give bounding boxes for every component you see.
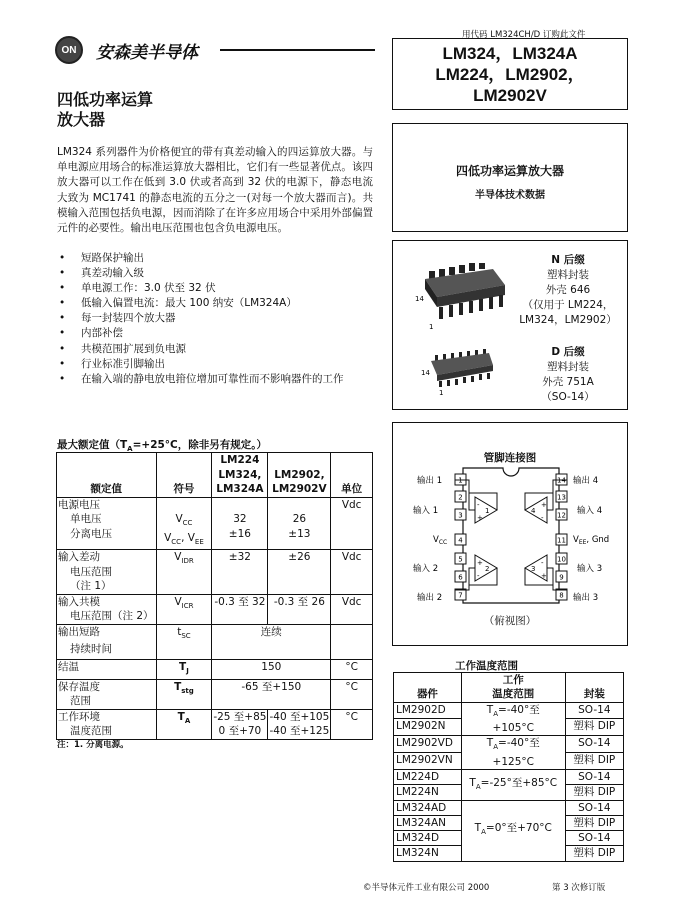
amp1-minus: - xyxy=(477,501,480,509)
amp2-number: 2 xyxy=(485,565,490,573)
pin-label-in2: 输入 2 xyxy=(413,564,439,574)
table-row: LM2902VN 塑料 DIP xyxy=(394,753,624,770)
pin-label-out3: 输出 3 xyxy=(573,593,599,603)
table-row: LM2902D $T_A=-40^\circ$至 +105°C SO-14 xyxy=(394,702,624,719)
pin-diagram xyxy=(393,463,627,613)
amp3-number: 3 xyxy=(531,565,536,573)
feature-list xyxy=(57,251,377,387)
table-row: 保存温度 范围 $T_{stg}$ -65 至+150 °C xyxy=(57,679,373,709)
max-ratings-title: 最大额定值（$T_A=+25^\circ C$，除非另有规定。） xyxy=(57,439,268,454)
table-row: LM324AN 塑料 DIP xyxy=(394,815,624,830)
dip-pin1-label: 1 xyxy=(429,323,434,331)
intro-paragraph: LM324 系列器件为价格便宜的带有真差动输入的四运算放大器。与单电源应用场合的标准运算放大器相比，它们有一些显著优点。该四放大器可以工作在低到 3.0 伏或者高到 32 伏的电源下，静态电流大致为 MC1741 的静态电流的五分之一(对每一个放大器而言)。共模输入范围包括负电源，因而消除了在许多应用场合中采用外部偏置元件的必要性。输出电压范围也包含负电源电压。 xyxy=(57,146,373,235)
feature-item: • 共模范围扩展到负电源 xyxy=(57,342,377,357)
feature-item: • 真差动输入级 xyxy=(57,266,377,281)
revision: 第 3 次修订版 xyxy=(552,883,606,893)
amp1-plus: + xyxy=(477,514,483,522)
left-pin-number: 6 xyxy=(458,573,463,582)
right-pin-number: 10 xyxy=(557,555,566,564)
soic-pin1-label: 1 xyxy=(439,389,444,397)
col-header-package: 封装 xyxy=(565,673,623,703)
description-title: 四低功率运算放大器 xyxy=(455,164,564,178)
part-number-line: LM324，LM324A xyxy=(442,44,578,63)
right-pin-number: 12 xyxy=(557,511,566,520)
package-box xyxy=(392,240,628,410)
right-pin-number: 14 xyxy=(557,476,566,485)
top-view-label: （俯视图） xyxy=(483,615,537,627)
feature-item: • 低输入偏置电流：最大 100 纳安（LM324A） xyxy=(57,296,377,311)
op-temp-table xyxy=(393,672,624,862)
part-number-line: LM224，LM2902， xyxy=(435,65,585,84)
amp3-plus: + xyxy=(541,572,547,580)
table-note: 注：1. 分离电源。 xyxy=(57,740,129,750)
table-row: LM224D $T_A=-25^\circ$至+85°C SO-14 xyxy=(394,769,624,784)
pin-label-out2: 输出 2 xyxy=(417,593,443,603)
soic-package-icon xyxy=(421,349,501,397)
table-row: 电源电压 单电压 分离电压 $V_{CC}$ $V_{CC}$, $V_{EE}$ 32 ±16 26 ±13 Vdc xyxy=(57,497,373,550)
pin-diagram-title: 管脚连接图 xyxy=(483,452,537,464)
op-temp-title: 工作温度范围 xyxy=(455,660,518,672)
left-pin-number: 4 xyxy=(458,536,463,545)
col-header-unit: 单位 xyxy=(331,453,373,498)
pin-label-out1: 输出 1 xyxy=(417,476,443,486)
amp3-minus: - xyxy=(541,559,544,567)
col-header-rating: 额定值 xyxy=(57,453,157,498)
pin-label-vcc: $V_{CC}$ xyxy=(433,535,448,546)
left-pin-number: 2 xyxy=(458,493,463,502)
soic-pin14-label: 14 xyxy=(421,369,430,377)
pin-label-in4: 输入 4 xyxy=(577,506,603,516)
feature-item: • 每一封装四个放大器 xyxy=(57,311,377,326)
on-semi-logo: ON xyxy=(55,36,83,64)
table-row: 输出短路 持续时间 $t_{SC}$ 连续 xyxy=(57,624,373,660)
description-box xyxy=(392,123,628,232)
table-row: LM324AD $T_A=0^\circ$至+70°C SO-14 xyxy=(394,800,624,815)
dip-pin14-label: 14 xyxy=(415,295,424,303)
company-name: 安森美半导体 xyxy=(96,43,198,63)
amp2-minus: - xyxy=(477,572,480,580)
feature-item: • 在输入端的静电放电箝位增加可靠性而不影响器件的工作 xyxy=(57,372,377,387)
table-row: 输入共模 电压范围（注 2） $V_{ICR}$ -0.3 至 32 -0.3 至 26 Vdc xyxy=(57,594,373,624)
pin-label-out4: 输出 4 xyxy=(573,476,599,486)
pin-connection-box xyxy=(392,422,628,646)
feature-item: • 短路保护输出 xyxy=(57,251,377,266)
amp1-number: 1 xyxy=(485,507,490,515)
table-row: 工作环境 温度范围 $T_A$ -25 至+85 0 至+70 -40 至+105 -40 至+125 °C xyxy=(57,709,373,739)
col-header-lm324: LM224 LM324, LM324A xyxy=(212,453,268,498)
amp4-plus: + xyxy=(541,501,547,509)
table-row: LM2902VD $T_A=-40^\circ$至 +125°C SO-14 xyxy=(394,736,624,753)
part-number-box xyxy=(392,38,628,110)
pin-label-in1: 输入 1 xyxy=(413,506,439,516)
description-subtitle: 半导体技术数据 xyxy=(475,190,545,201)
left-pin-number: 5 xyxy=(458,555,463,564)
pin-label-vee: $V_{EE}$, Gnd xyxy=(573,535,610,546)
table-row: LM324D SO-14 xyxy=(394,831,624,846)
left-pin-number: 3 xyxy=(458,511,463,520)
max-ratings-table xyxy=(56,452,373,740)
right-pin-number: 9 xyxy=(559,573,564,582)
left-pin-number: 7 xyxy=(458,591,463,600)
right-pin-number: 8 xyxy=(559,591,564,600)
d-suffix-info: D 后缀 塑料封装 外壳 751A （SO-14） xyxy=(541,346,595,403)
right-pin-number: 13 xyxy=(557,493,566,502)
part-number-line: LM2902V xyxy=(473,86,547,105)
page-title: 四低功率运算 放大器 xyxy=(57,90,154,129)
feature-item: • 行业标准引脚输出 xyxy=(57,357,377,372)
order-code-note: 用代码 LM324CH/D 订购此文件 xyxy=(462,30,586,40)
amp4-number: 4 xyxy=(531,507,536,515)
amp4-minus: - xyxy=(541,514,544,522)
feature-item: • 内部补偿 xyxy=(57,326,377,341)
col-header-device: 器件 xyxy=(394,673,462,703)
amp2-plus: + xyxy=(477,559,483,567)
col-header-range: 工作 温度范围 xyxy=(461,673,565,703)
table-row: 输入差动 电压范围 （注 1） $V_{IDR}$ ±32 ±26 Vdc xyxy=(57,550,373,595)
table-row: LM324N 塑料 DIP xyxy=(394,846,624,861)
n-suffix-info: N 后缀 塑料封装 外壳 646 （仅用于 LM224， LM324，LM2902） xyxy=(519,254,617,326)
copyright: ©半导体元件工业有限公司 2000 xyxy=(363,883,490,893)
header-rule xyxy=(220,49,375,51)
left-pin-number: 1 xyxy=(458,476,463,485)
table-row: LM224N 塑料 DIP xyxy=(394,785,624,800)
feature-item: • 单电源工作：3.0 伏至 32 伏 xyxy=(57,281,377,296)
col-header-symbol: 符号 xyxy=(156,453,212,498)
dip-package-icon xyxy=(415,263,515,333)
right-pin-number: 11 xyxy=(557,536,566,545)
table-row: LM2902N 塑料 DIP xyxy=(394,719,624,736)
table-row: 结温 $T_J$ 150 °C xyxy=(57,660,373,680)
col-header-lm2902: LM2902, LM2902V xyxy=(268,453,331,498)
pin-label-in3: 输入 3 xyxy=(577,564,603,574)
